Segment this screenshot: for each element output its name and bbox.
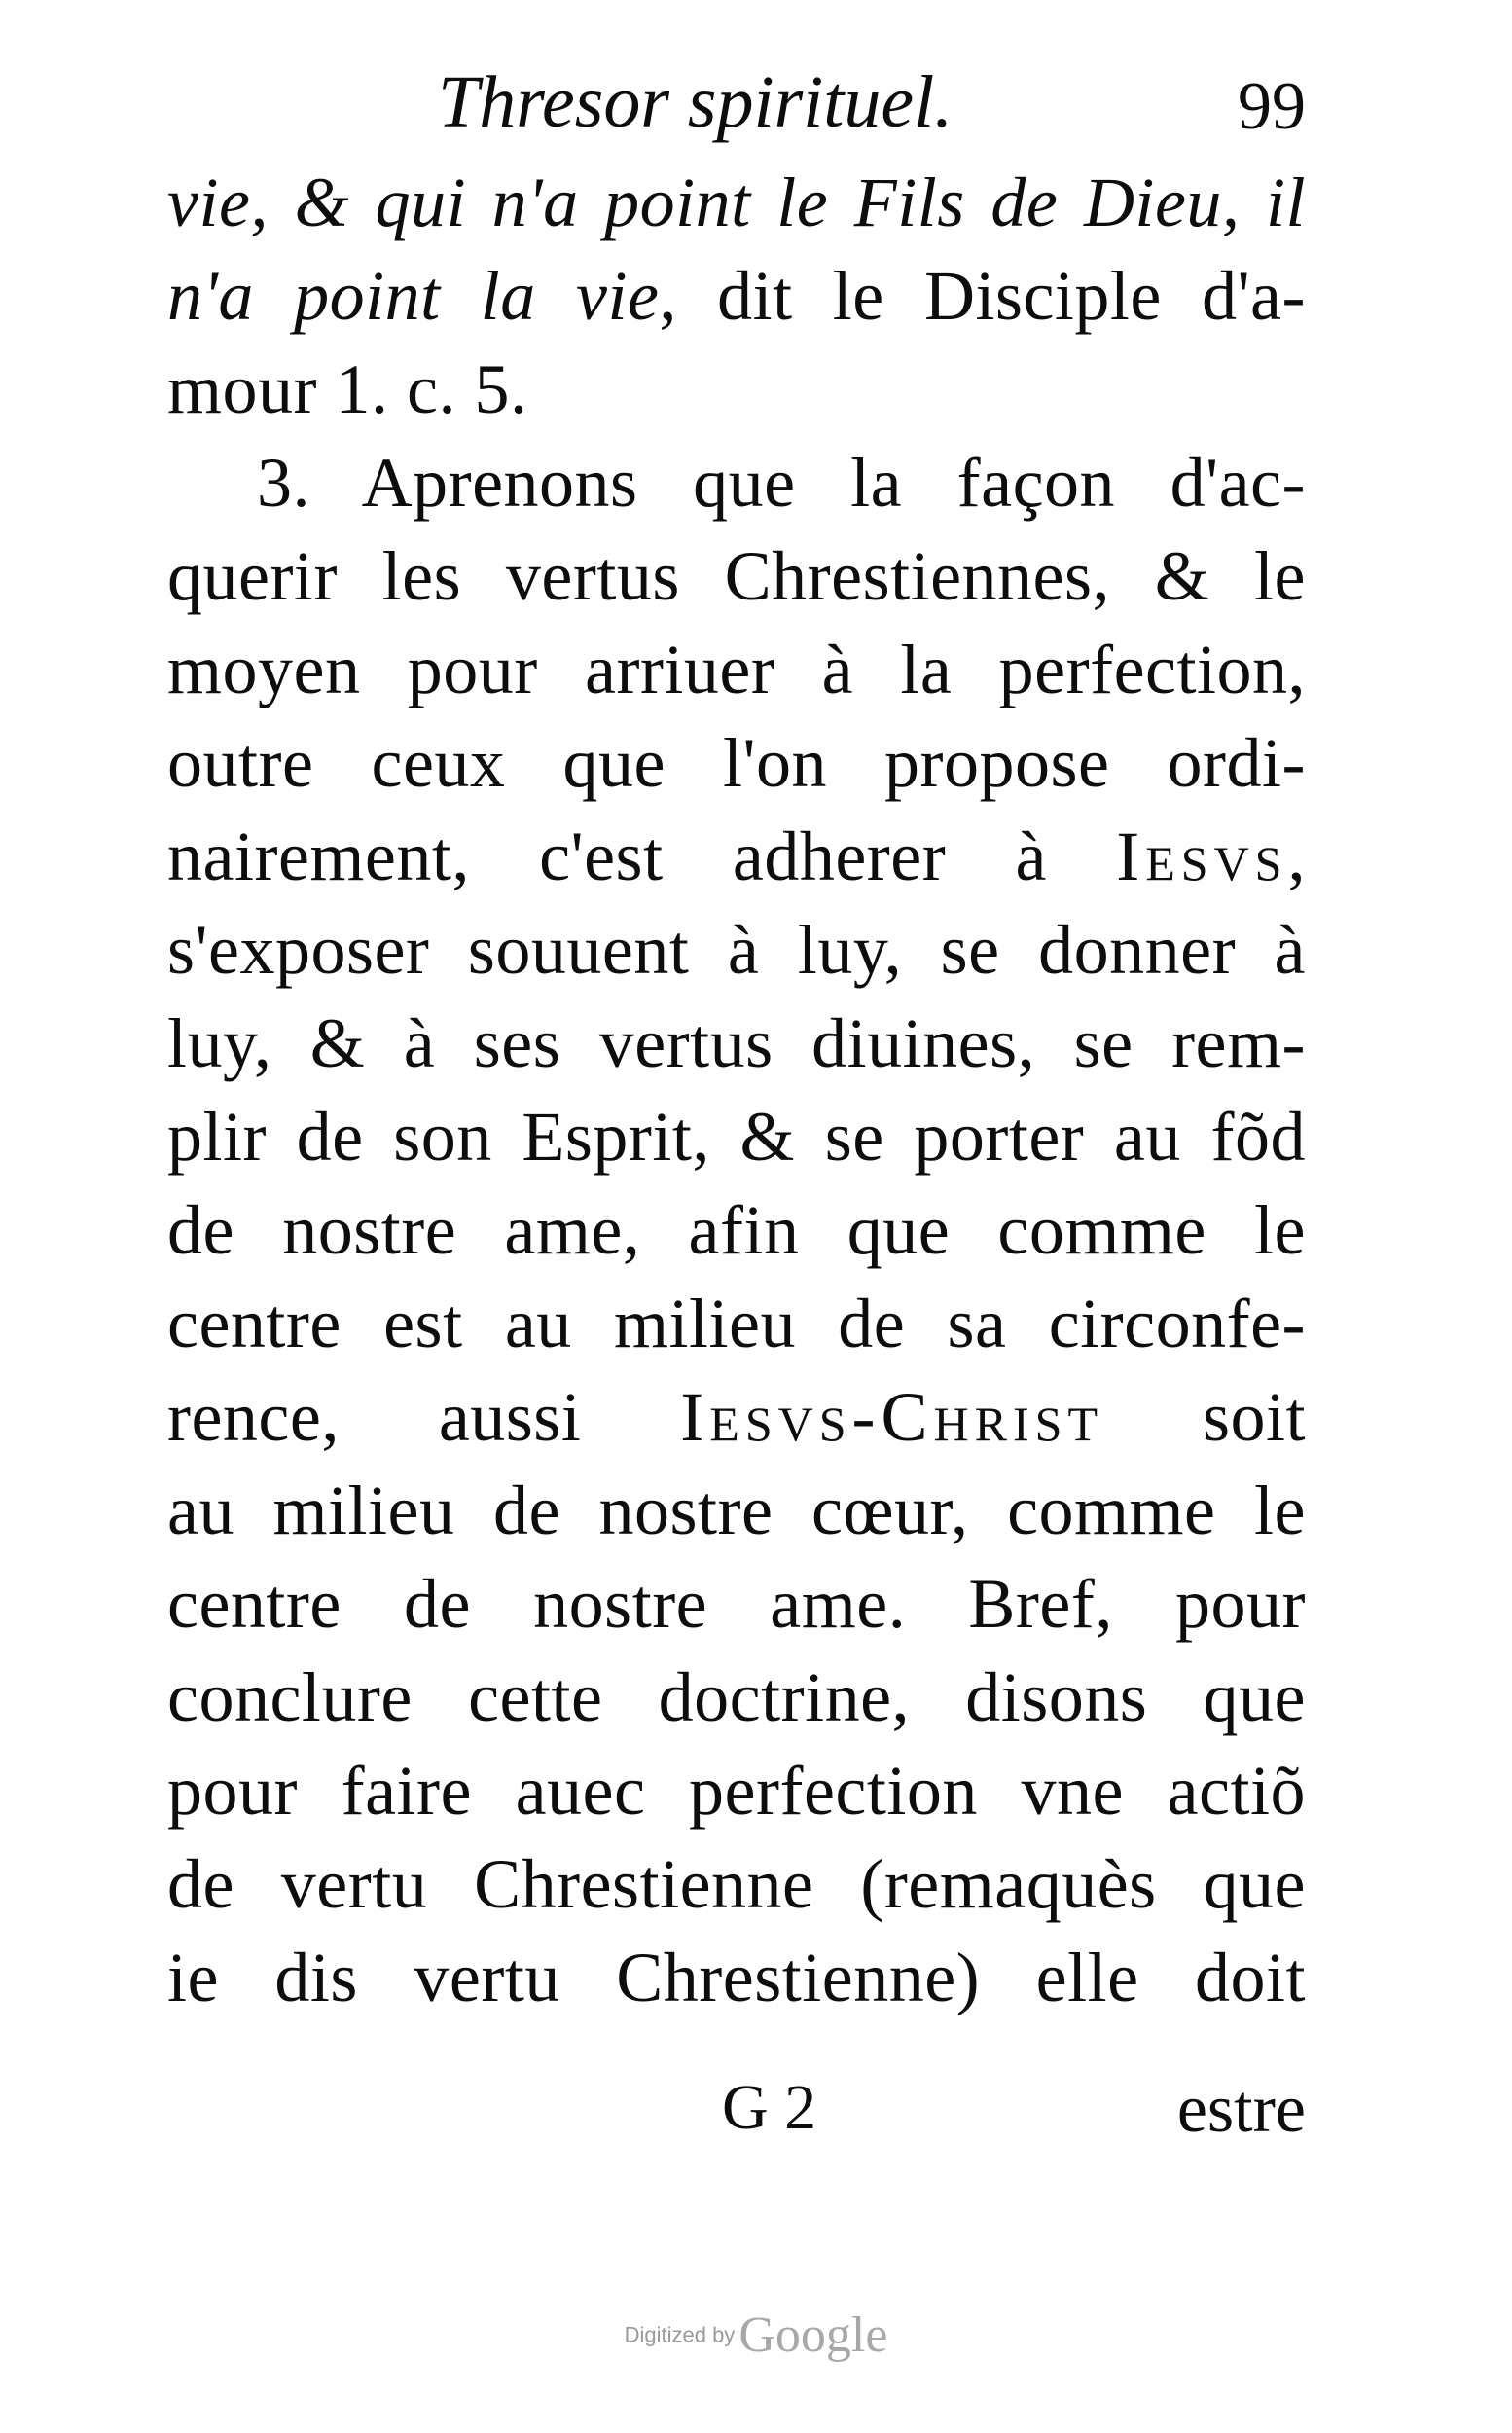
line-text: nairement, c'est adherer à — [167, 817, 1117, 895]
text-line-8 — [167, 810, 1306, 903]
line-text: rence, aussi — [167, 1378, 681, 1456]
text-line-5 — [167, 529, 1306, 623]
line-text: outre ceux que l'on propose ordi- — [167, 724, 1306, 802]
line-text: pour faire auec perfection vne actiõ — [167, 1752, 1306, 1830]
digitized-watermark — [0, 2306, 1512, 2364]
line-text: de vertu Chrestienne (remaquès que — [167, 1845, 1306, 1923]
signature-mark: G 2 — [722, 2072, 817, 2143]
line-text: ie dis vertu Chrestienne) elle doit — [167, 1939, 1306, 2016]
text-line-20 — [167, 1931, 1306, 2024]
text-line-14 — [167, 1370, 1306, 1464]
text-line-2 — [167, 249, 1306, 343]
name-small-caps: Iesvs — [1116, 817, 1288, 895]
line-text: mour 1. c. 5. — [167, 350, 528, 428]
line-text: au milieu de nostre cœur, comme le — [167, 1471, 1306, 1549]
line-text: , dit le Disciple d'a- — [659, 257, 1306, 335]
line-text: centre est au milieu de sa circonfe- — [167, 1285, 1306, 1362]
running-head — [167, 60, 1306, 167]
line-text: centre de nostre ame. Bref, pour — [167, 1565, 1306, 1643]
text-line-3 — [167, 343, 1306, 436]
text-line-18 — [167, 1744, 1306, 1837]
text-line-17 — [167, 1651, 1306, 1744]
line-text: 3. Aprenons que la façon d'ac- — [257, 444, 1306, 522]
digitized-by-text: Digitized by — [624, 2322, 736, 2347]
text-line-15 — [167, 1464, 1306, 1557]
text-line-11 — [167, 1090, 1306, 1183]
line-text: vie, & qui n'a point le Fils de Dieu, il — [167, 163, 1306, 241]
running-title: Thresor spirituel. — [438, 61, 954, 143]
google-logo-text: Google — [738, 2307, 888, 2363]
body-text — [167, 156, 1306, 2024]
text-line-16 — [167, 1557, 1306, 1651]
line-text: soit — [1103, 1378, 1306, 1456]
line-text: plir de son Esprit, & se porter au fõd — [167, 1098, 1306, 1176]
text-line-6 — [167, 623, 1306, 716]
line-text: de nostre ame, afin que comme le — [167, 1191, 1306, 1269]
text-line-4 — [167, 436, 1306, 529]
text-line-9 — [167, 903, 1306, 997]
line-text-italic: n'a point la vie — [167, 257, 660, 335]
line-text: conclure cette doctrine, disons que — [167, 1658, 1306, 1736]
line-text: luy, & à ses vertus diuines, se rem- — [167, 1004, 1306, 1082]
name-small-caps: Iesvs-Christ — [680, 1378, 1103, 1456]
text-line-13 — [167, 1277, 1306, 1370]
page-number: 99 — [1238, 69, 1306, 144]
line-text: s'exposer souuent à luy, se donner à — [167, 911, 1306, 989]
text-line-1 — [167, 156, 1306, 249]
text-line-19 — [167, 1837, 1306, 1931]
text-line-12 — [167, 1183, 1306, 1277]
text-line-10 — [167, 997, 1306, 1090]
line-text: querir les vertus Chrestiennes, & le — [167, 537, 1306, 615]
catchword: estre — [1176, 2072, 1306, 2147]
line-text: moyen pour arriuer à la perfection, — [167, 631, 1306, 708]
text-line-7 — [167, 716, 1306, 810]
page-footer — [167, 2071, 1306, 2168]
line-text: , — [1287, 817, 1306, 895]
